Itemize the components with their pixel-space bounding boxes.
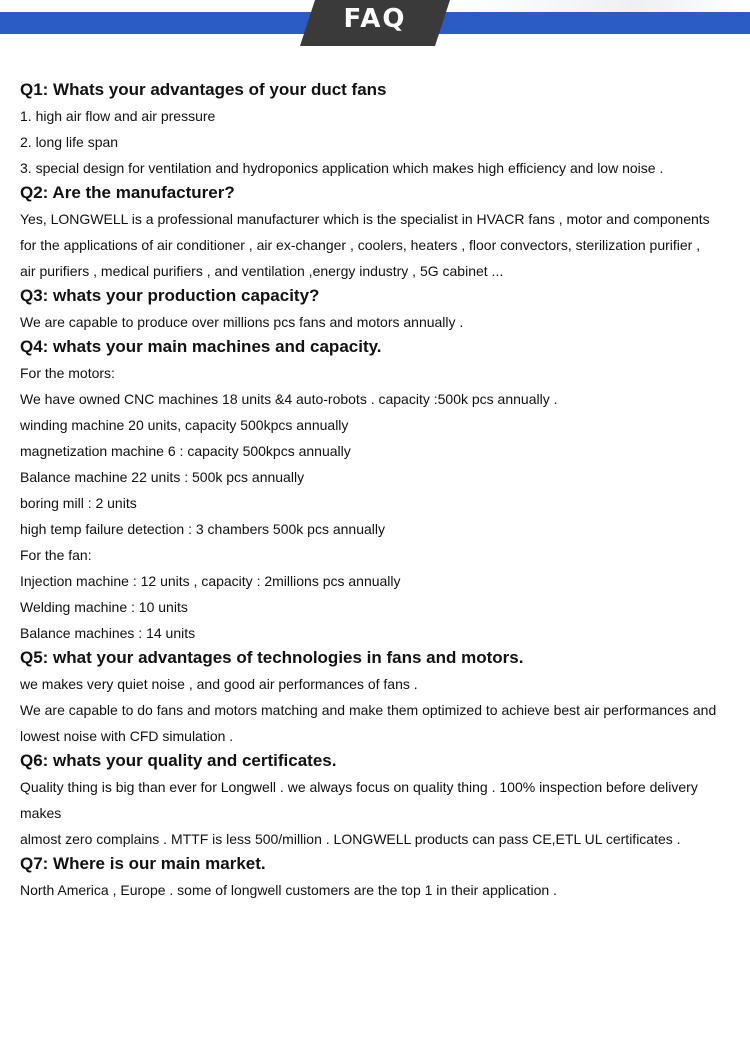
faq-question: Q1: Whats your advantages of your duct fans bbox=[20, 80, 387, 99]
faq-item bbox=[20, 284, 740, 335]
faq-answer-line: Injection machine : 12 units , capacity : 2millions pcs annually bbox=[20, 573, 401, 589]
faq-list bbox=[20, 78, 740, 903]
banner-title: FAQ bbox=[343, 4, 407, 34]
faq-answer-line: We are capable to produce over millions pcs fans and motors annually . bbox=[20, 314, 464, 330]
faq-answer-line: For the fan: bbox=[20, 547, 92, 563]
faq-item bbox=[20, 749, 740, 852]
faq-answer-line: high temp failure detection : 3 chambers 500k pcs annually bbox=[20, 521, 385, 537]
faq-question: Q3: whats your production capacity? bbox=[20, 286, 320, 305]
faq-item bbox=[20, 335, 740, 646]
banner-shade bbox=[460, 0, 750, 12]
faq-answer-line: lowest noise with CFD simulation . bbox=[20, 728, 234, 744]
faq-question: Q6: whats your quality and certificates. bbox=[20, 751, 337, 770]
faq-question: Q7: Where is our main market. bbox=[20, 854, 266, 873]
faq-answer-line: 1. high air flow and air pressure bbox=[20, 108, 216, 124]
faq-answer-line: Quality thing is big than ever for Longwell . we always focus on quality thing . 100% inspection before delivery makes bbox=[20, 779, 698, 821]
faq-answer-line: Welding machine : 10 units bbox=[20, 599, 188, 615]
faq-answer-line: boring mill : 2 units bbox=[20, 495, 137, 511]
faq-answer-line: Yes, LONGWELL is a professional manufacturer which is the specialist in HVACR fans , motor and components bbox=[20, 211, 710, 227]
faq-answer-line: 2. long life span bbox=[20, 134, 119, 150]
faq-answer-line: Balance machines : 14 units bbox=[20, 625, 196, 641]
faq-answer-line: North America , Europe . some of longwell customers are the top 1 in their application . bbox=[20, 882, 557, 898]
faq-answer-line: Balance machine 22 units : 500k pcs annually bbox=[20, 469, 305, 485]
faq-answer-line: we makes very quiet noise , and good air performances of fans . bbox=[20, 676, 418, 692]
faq-question: Q5: what your advantages of technologies in fans and motors. bbox=[20, 648, 524, 667]
faq-answer-line: air purifiers , medical purifiers , and ventilation ,energy industry , 5G cabinet ... bbox=[20, 263, 504, 279]
faq-answer-line: almost zero complains . MTTF is less 500/million . LONGWELL products can pass CE,ETL UL certificates . bbox=[20, 831, 681, 847]
faq-item bbox=[20, 646, 740, 749]
faq-item bbox=[20, 852, 740, 903]
faq-item bbox=[20, 78, 740, 181]
faq-answer-line: winding machine 20 units, capacity 500kpcs annually bbox=[20, 417, 349, 433]
faq-answer-line: For the motors: bbox=[20, 365, 115, 381]
faq-item bbox=[20, 181, 740, 284]
faq-banner bbox=[0, 0, 750, 48]
faq-answer-line: magnetization machine 6 : capacity 500kpcs annually bbox=[20, 443, 351, 459]
faq-question: Q2: Are the manufacturer? bbox=[20, 183, 235, 202]
faq-answer-line: for the applications of air conditioner , air ex-changer , coolers, heaters , floor convectors, sterilization purifier , bbox=[20, 237, 701, 253]
faq-answer-line: We are capable to do fans and motors matching and make them optimized to achieve best air performances and bbox=[20, 702, 717, 718]
faq-answer-line: 3. special design for ventilation and hydroponics application which makes high efficiency and low noise . bbox=[20, 160, 664, 176]
faq-answer-line: We have owned CNC machines 18 units &4 auto-robots . capacity :500k pcs annually . bbox=[20, 391, 558, 407]
faq-question: Q4: whats your main machines and capacity. bbox=[20, 337, 382, 356]
